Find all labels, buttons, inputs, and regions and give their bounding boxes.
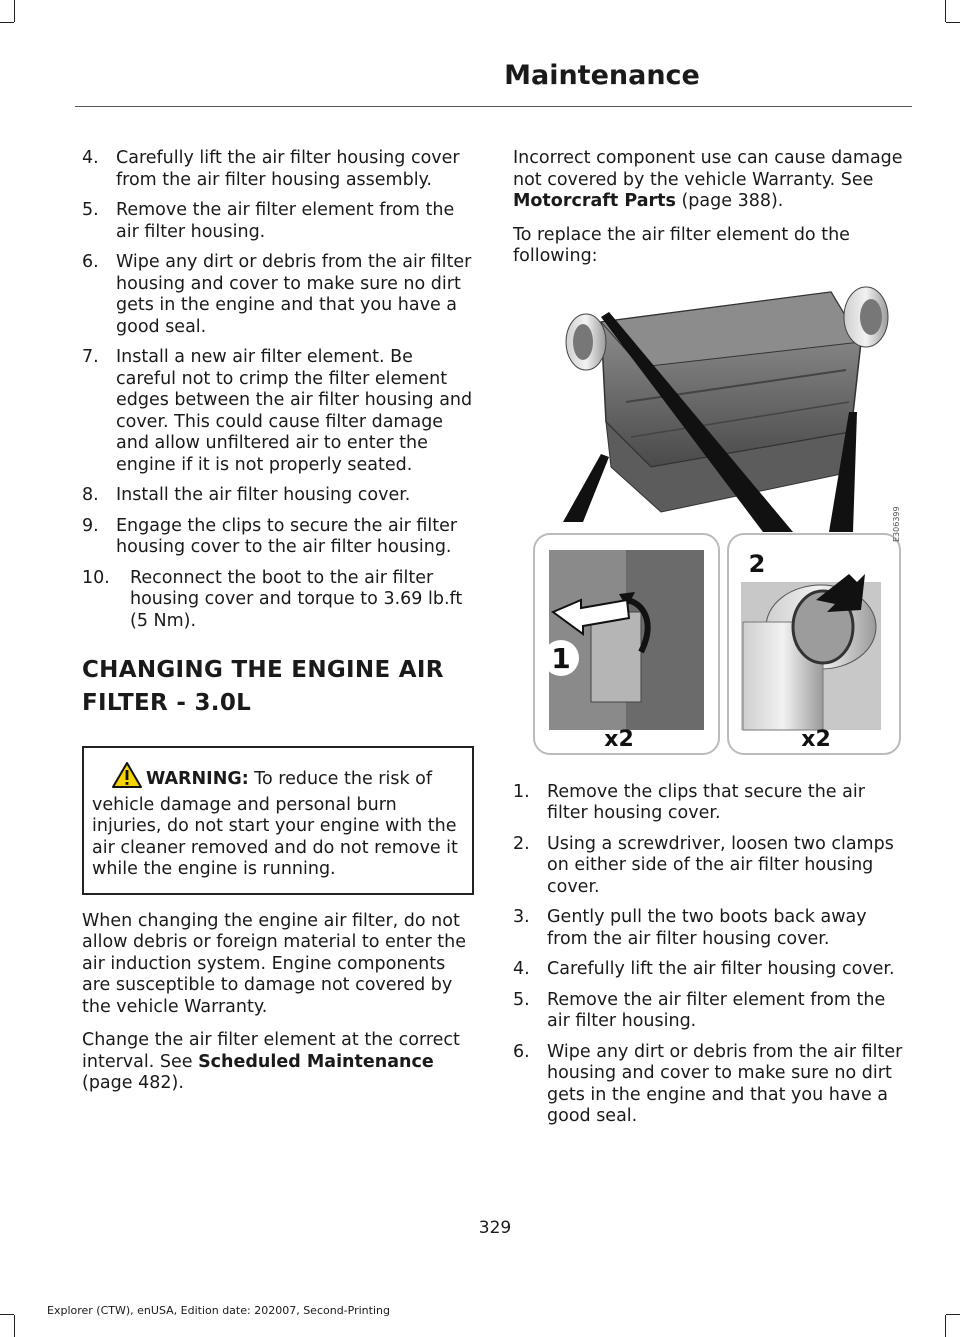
figure-code: E306399 [892, 505, 901, 542]
warning-triangle-icon [112, 762, 142, 795]
right-column [513, 148, 908, 1137]
list-item: 5. Remove the air filter element from the air filter housing. [513, 989, 886, 1031]
list-item: 4. Carefully lift the air filter housing cover. [513, 959, 895, 979]
crop-mark [946, 22, 960, 23]
crop-mark [0, 1314, 14, 1315]
cross-reference-link[interactable]: Scheduled Maintenance [198, 1051, 434, 1072]
list-item: 6. Wipe any dirt or debris from the air filter housing and cover to make sure no dirt gets in the engine and that you have a good seal. [513, 1041, 903, 1126]
steps-list-continued [82, 148, 474, 632]
list-item: 10. Reconnect the boot to the air filter housing cover and torque to 3.69 lb.ft (5 Nm). [82, 567, 463, 631]
paragraph: When changing the engine air filter, do not allow debris or foreign material to enter the air induction system. Engine components are susceptible to damage not covered by the vehicle Warranty. [82, 910, 466, 1017]
warning-text: To reduce the risk of vehicle damage and personal burn injuries, do not start your engine with the air cleaner removed and do not remove it while the engine is running. [92, 769, 458, 879]
list-item: 8. Install the air filter housing cover. [82, 485, 411, 505]
crop-mark [945, 0, 946, 22]
header-rule [75, 106, 912, 107]
edition-footer: Explorer (CTW), enUSA, Edition date: 202007, Second-Printing [47, 1304, 390, 1317]
paragraph: To replace the air filter element do the following: [513, 224, 850, 266]
crop-mark [946, 1314, 960, 1315]
list-item: 1. Remove the clips that secure the air filter housing cover. [513, 781, 865, 823]
right-outlet-tube [844, 287, 888, 347]
section-heading: CHANGING THE ENGINE AIR FILTER - 3.0L [82, 657, 444, 716]
list-item: 9. Engage the clips to secure the air filter housing cover to the air filter housing. [82, 515, 458, 557]
quantity-label: x2 [801, 726, 831, 752]
callout-number-2: 2 [748, 549, 766, 578]
air-filter-illustration [531, 282, 903, 766]
page-header [0, 60, 912, 91]
cross-reference-link[interactable]: Motorcraft Parts [513, 191, 676, 211]
crop-mark [945, 1315, 946, 1337]
quantity-label: x2 [604, 726, 634, 752]
callout-number-1: 1 [551, 641, 571, 675]
list-item: 2. Using a screwdriver, loosen two clamps on either side of the air filter housing cover. [513, 833, 894, 897]
list-item: 3. Gently pull the two boots back away from the air filter housing cover. [513, 907, 867, 949]
detail-panel-clips [534, 534, 719, 754]
list-item: 5. Remove the air filter element from the air filter housing. [82, 200, 455, 242]
list-item: 6. Wipe any dirt or debris from the air filter housing and cover to make sure no dirt gets in the engine and that you have a good seal. [82, 252, 472, 337]
left-inlet-tube [566, 314, 606, 370]
list-item: 7. Install a new air filter element. Be careful not to crimp the filter element edges between the air filter housing and cover. This could cause filter damage and allow unfiltered air to enter the engine if it is not properly seated. [82, 347, 473, 475]
detail-panel-clamps [728, 534, 900, 754]
left-column [82, 148, 474, 1107]
paragraph: Change the air filter element at the correct interval. See Scheduled Maintenance (page 482). [82, 1030, 460, 1093]
page-title: Maintenance [504, 60, 700, 91]
page-number: 329 [478, 1218, 512, 1238]
crop-mark [0, 22, 14, 23]
crop-mark [14, 1315, 15, 1337]
paragraph: Incorrect component use can cause damage not covered by the vehicle Warranty. See Motorcraft Parts (page 388). [513, 148, 903, 211]
callout-pointer [563, 454, 609, 522]
warning-label: WARNING: [146, 769, 249, 789]
list-item: 4. Carefully lift the air filter housing cover from the air filter housing assembly. [82, 148, 460, 190]
steps-list [513, 782, 908, 1128]
warning-box [82, 746, 474, 895]
crop-mark [14, 0, 15, 22]
